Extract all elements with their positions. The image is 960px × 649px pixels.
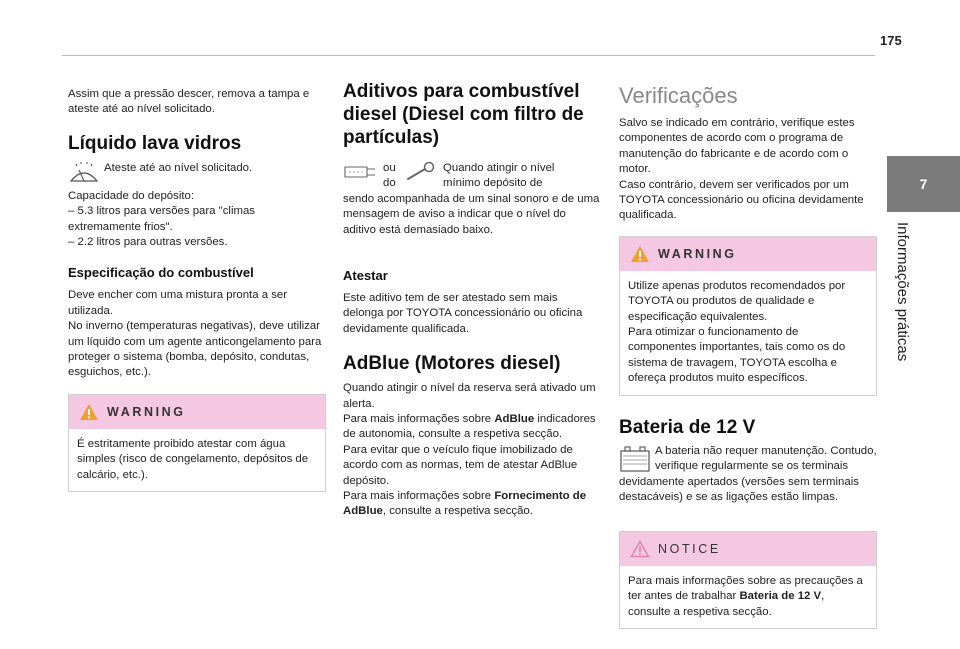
capacity-line: – 5.3 litros para versões para "climas extremamente frios". <box>68 205 256 233</box>
checks-block <box>619 116 877 224</box>
additive-text-start: Quando atingir o nível mínimo depósito de <box>443 162 555 190</box>
notice-box <box>619 531 877 629</box>
fuel-spec-line: No inverno (temperaturas negativas), deve utilizar um líquido com um agente anticongelamento para proteger o sistema (bomba, depósito, condutas, esguichos, etc.). <box>68 320 322 379</box>
battery-text: devidamente apertados (versões sem terminais destacáveis) e se as ligações estão limpas. <box>619 475 859 503</box>
adblue-p2: Para mais informações sobre AdBlue indicadores de autonomia, consulte a respetiva secção. <box>343 413 596 441</box>
notice-header <box>620 532 876 566</box>
fuel-additive-icon <box>343 161 379 183</box>
adblue-p1: Quando atingir o nível da reserva será ativado um alerta. <box>343 382 596 410</box>
warning-body <box>620 271 876 395</box>
warning-p2: Para otimizar o funcionamento de componentes importantes, tais como os do sistema de travagem, TOYOTA escolha e ofereça produtos muito específicos. <box>628 326 846 385</box>
chapter-title: Informações práticas <box>894 222 911 362</box>
header-rule <box>62 55 875 56</box>
warning-box <box>68 394 326 492</box>
notice-triangle-icon <box>630 540 650 558</box>
additive-or-text: ou do <box>383 162 396 190</box>
adblue-p4: Para mais informações sobre Fornecimento de AdBlue, consulte a respetiva secção. <box>343 490 587 518</box>
warning-box <box>619 236 877 396</box>
warning-header <box>69 395 325 429</box>
warning-label: WARNING <box>658 246 737 261</box>
checks-p1: Salvo se indicado em contrário, verifique estes componentes de acordo com o programa de manutenção do fabricante e de acordo com o motor. <box>619 117 855 176</box>
wrench-icon <box>405 161 439 183</box>
battery-icon-row <box>619 444 877 475</box>
warning-label: WARNING <box>107 404 186 419</box>
warning-triangle-icon <box>79 403 99 421</box>
warning-body <box>69 429 325 491</box>
warning-triangle-icon <box>630 245 650 263</box>
checks-p2: Caso contrário, devem ser verificados por um TOYOTA concessionário ou oficina devidamente qualificada. <box>619 178 864 222</box>
washer-icon-row <box>68 161 326 185</box>
refill-title: Atestar <box>343 268 388 283</box>
column-2 <box>343 80 601 520</box>
warning-text: É estritamente proibido atestar com água simples (risco de congelamento, depósitos de calcário, etc.). <box>77 437 309 481</box>
capacity-block <box>68 189 326 251</box>
capacity-line: – 2.2 litros para outras versões. <box>68 236 228 249</box>
fuel-spec-block <box>68 288 326 380</box>
refill-text: Este aditivo tem de ser atestado sem mais delonga por TOYOTA concessionário ou oficina devidamente qualificada. <box>343 292 583 335</box>
warning-header <box>620 237 876 271</box>
column-3 <box>619 80 877 629</box>
notice-text: Para mais informações sobre as precauções a ter antes de trabalhar Bateria de 12 V, consulte a respetiva secção. <box>628 574 863 618</box>
battery-icon <box>619 444 651 474</box>
fuel-spec-line: Deve encher com uma mistura pronta a ser utilizada. <box>68 289 288 317</box>
washer-fluid-title: Líquido lava vidros <box>68 132 242 154</box>
page-number: 175 <box>880 33 902 48</box>
chapter-number-tab: 7 <box>887 156 960 212</box>
additive-text: sendo acompanhada de um sinal sonoro e de uma mensagem de aviso a indicar que o nível do aditivo está demasiado baixo. <box>343 192 600 236</box>
warning-p1: Utilize apenas produtos recomendados por TOYOTA ou produtos de qualidade e especificação equivalentes. <box>628 279 846 323</box>
washer-icon-text: Ateste até ao nível solicitado. <box>104 161 253 174</box>
notice-label: NOTICE <box>658 541 721 556</box>
intro-text: Assim que a pressão descer, remova a tampa e ateste até ao nível solicitado. <box>68 88 310 116</box>
column-1 <box>68 80 326 492</box>
battery-title: Bateria de 12 V <box>619 416 756 438</box>
additive-icon-row <box>343 161 601 192</box>
adblue-p3: Para evitar que o veículo fique imobilizado de acordo com as normas, tem de atestar AdBlue depósito. <box>343 443 578 487</box>
fuel-spec-title: Especificação do combustível <box>68 265 254 281</box>
capacity-line: Capacidade do depósito: <box>68 189 195 202</box>
checks-title: Verificações <box>619 83 738 108</box>
windshield-washer-icon <box>68 161 100 185</box>
adblue-title: AdBlue (Motores diesel) <box>343 353 561 375</box>
battery-text-start: A bateria não requer manutenção. Contudo, verifique regularmente se os terminais <box>655 444 877 473</box>
adblue-block <box>343 381 601 520</box>
notice-body <box>620 566 876 628</box>
additive-title: Aditivos para combustível diesel (Diesel com filtro de partículas) <box>343 81 584 148</box>
